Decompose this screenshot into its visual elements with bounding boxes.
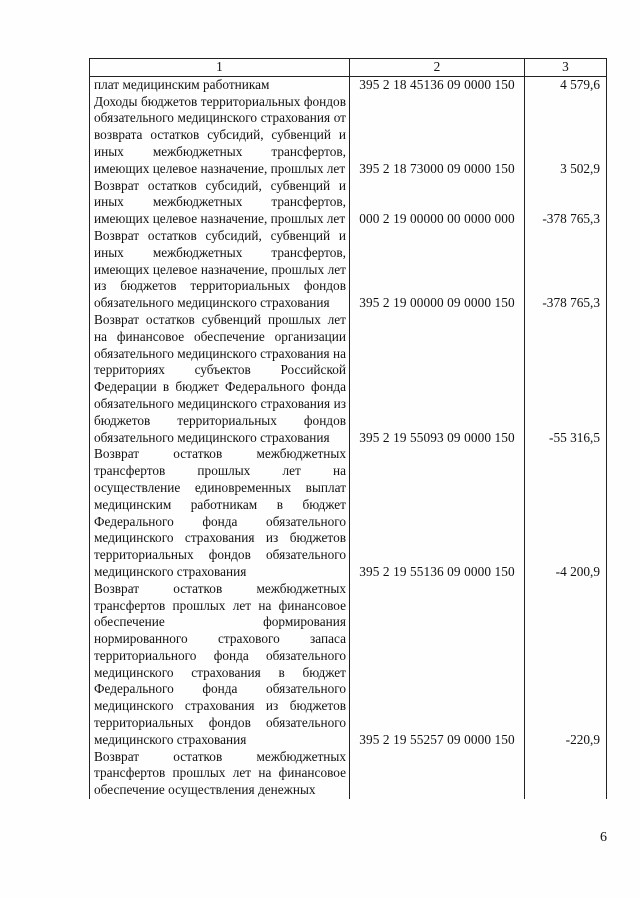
table-row <box>90 749 607 799</box>
row-description: Доходы бюджетов территориальных фондов обязательного медицинского страхования от возврата остатков субсидий, субвенций и иных межбюджетных трансфертов, имеющих целевое назначение, прошлых лет <box>90 94 350 178</box>
column-header-3: 3 <box>525 59 607 77</box>
row-budget-code: 395 2 18 73000 09 0000 150 <box>350 94 525 178</box>
row-description: Возврат остатков субсидий, субвенций и иных межбюджетных трансфертов, имеющих целевое назначение, прошлых лет <box>90 178 350 228</box>
column-header-2: 2 <box>350 59 525 77</box>
row-amount: -220,9 <box>525 581 607 749</box>
row-budget-code: 395 2 19 55257 09 0000 150 <box>350 581 525 749</box>
table-row <box>90 446 607 580</box>
row-budget-code <box>350 749 525 799</box>
table-header-row <box>90 59 607 77</box>
table-row <box>90 94 607 178</box>
table-row <box>90 581 607 749</box>
row-amount: -378 765,3 <box>525 178 607 228</box>
row-budget-code: 395 2 18 45136 09 0000 150 <box>350 76 525 93</box>
budget-table <box>89 58 607 799</box>
row-budget-code: 395 2 19 55093 09 0000 150 <box>350 312 525 446</box>
row-description: Возврат остатков субвенций прошлых лет на финансовое обеспечение организации обязательного медицинского страхования на территориях субъектов Российской Федерации в бюджет Федерального фонда обязательного медицинского страхования из бюджетов территориальных фондов обязательного медицинского страхования <box>90 312 350 446</box>
row-description: Возврат остатков межбюджетных трансфертов прошлых лет на финансовое обеспечение осуществления денежных <box>90 749 350 799</box>
row-amount: 3 502,9 <box>525 94 607 178</box>
row-amount: -4 200,9 <box>525 446 607 580</box>
table-row <box>90 178 607 228</box>
row-amount: 4 579,6 <box>525 76 607 93</box>
row-description: плат медицинским работникам <box>90 76 350 93</box>
row-amount: -378 765,3 <box>525 228 607 312</box>
row-budget-code: 395 2 19 00000 09 0000 150 <box>350 228 525 312</box>
row-budget-code: 395 2 19 55136 09 0000 150 <box>350 446 525 580</box>
column-header-1: 1 <box>90 59 350 77</box>
table-row <box>90 312 607 446</box>
row-amount <box>525 749 607 799</box>
table-row <box>90 228 607 312</box>
row-description: Возврат остатков межбюджетных трансфертов прошлых лет на осуществление единовременных выплат медицинским работникам в бюджет Федерального фонда обязательного медицинского страхования из бюджетов территориальных фондов обязательного медицинского страхования <box>90 446 350 580</box>
row-budget-code: 000 2 19 00000 00 0000 000 <box>350 178 525 228</box>
row-description: Возврат остатков субсидий, субвенций и иных межбюджетных трансфертов, имеющих целевое назначение, прошлых лет из бюджетов территориальных фондов обязательного медицинского страхования <box>90 228 350 312</box>
row-description: Возврат остатков межбюджетных трансфертов прошлых лет на финансовое обеспечение формирования нормированного страхового запаса территориального фонда обязательного медицинского страхования в бюджет Федерального фонда обязательного медицинского страхования из бюджетов территориальных фондов обязательного медицинского страхования <box>90 581 350 749</box>
row-amount: -55 316,5 <box>525 312 607 446</box>
page-number: 6 <box>600 830 607 845</box>
table-row <box>90 76 607 93</box>
